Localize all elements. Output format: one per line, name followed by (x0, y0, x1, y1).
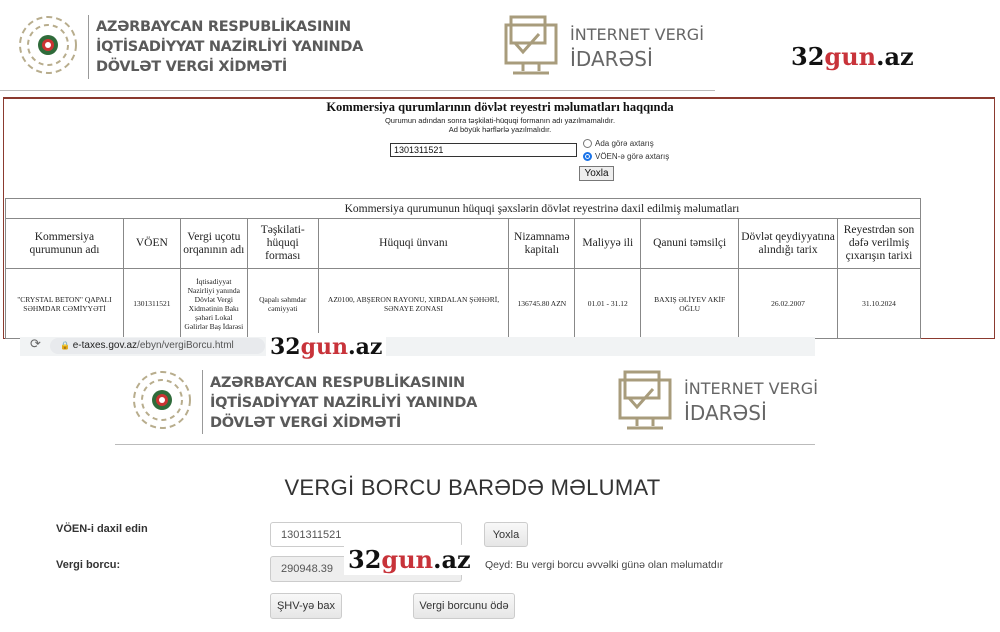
debt-title: VERGİ BORCU BARƏDƏ MƏLUMAT (284, 475, 661, 500)
cell-extract-date: 31.10.2024 (838, 269, 921, 339)
registry-check-button[interactable]: Yoxla (579, 166, 614, 181)
watermark-32gun: 32gun.az (344, 545, 475, 575)
org-name (210, 373, 477, 433)
reload-icon[interactable]: ⟳ (30, 336, 41, 351)
ivi-title (684, 377, 818, 425)
voen-label: VÖEN-i daxil edin (56, 523, 148, 535)
org-line: AZƏRBAYCAN RESPUBLİKASININ (210, 375, 465, 391)
cell-legal-form: Qapalı səhmdar cəmiyyəti (247, 269, 318, 339)
org-line: AZƏRBAYCAN RESPUBLİKASININ (96, 19, 351, 35)
column-header: Dövlət qeydiyyatına alındığı tarix (739, 219, 838, 269)
registry-table (5, 198, 921, 339)
radio-by-voen[interactable] (583, 152, 669, 161)
org-name (96, 17, 363, 77)
check-debt-button[interactable]: Yoxla (484, 522, 528, 547)
dvx-emblem-icon (131, 369, 193, 431)
header-rule (0, 90, 715, 91)
cell-representative: BAXIŞ ƏLİYEV AKİF OĞLU (641, 269, 739, 339)
debt-label: Vergi borcu: (56, 559, 121, 571)
registry-search-input[interactable]: 1301311521 (390, 143, 577, 157)
table-header-row (6, 219, 921, 269)
column-header: Hüquqi ünvanı (318, 219, 509, 269)
column-header: VÖEN (123, 219, 180, 269)
column-header: Vergi uçotu orqanının adı (180, 219, 247, 269)
monitor-check-icon (617, 370, 673, 437)
column-header: Maliyyə ili (575, 219, 641, 269)
cell-address: AZ0100, ABŞERON RAYONU, XIRDALAN ŞƏHƏRİ, SƏNAYE ZONASI (318, 269, 509, 339)
ivi-line: İNTERNET VERGİ (570, 25, 704, 44)
cell-company-name: "CRYSTAL BETON" QAPALI SƏHMDAR CƏMİYYƏTİ (6, 269, 124, 339)
lock-icon: 🔒 (60, 341, 70, 350)
dvx-emblem-icon (17, 14, 79, 76)
divider (88, 15, 89, 79)
column-header: Reyestrdən son dəfə verilmiş çıxarışın tarixi (838, 219, 921, 269)
url-path: /ebyn/vergiBorcu.html (137, 340, 234, 351)
ivi-line: İNTERNET VERGİ (684, 379, 818, 398)
org-line: İQTİSADİYYAT NAZİRLİYİ YANINDA (96, 39, 364, 55)
debt-note: Qeyd: Bu vergi borcu əvvəlki günə olan məlumatdır (485, 559, 724, 571)
org-line: DÖVLƏT VERGİ XİDMƏTİ (96, 59, 287, 75)
column-header: Nizamnamə kapitalı (509, 219, 575, 269)
column-header: Kommersiya qurumunun adı (6, 219, 124, 269)
table-caption: Kommersiya qurumunun hüquqi şəxslərin dövlət reyestrinə daxil edilmiş məlumatları (6, 199, 921, 219)
watermark-32gun: 32gun.az (266, 333, 386, 361)
pay-debt-button[interactable]: Vergi borcunu ödə (413, 593, 515, 619)
cell-registration-date: 26.02.2007 (739, 269, 838, 339)
watermark-32gun: 32gun.az (787, 42, 918, 72)
cell-fiscal-year: 01.01 - 31.12 (575, 269, 641, 339)
org-line: DÖVLƏT VERGİ XİDMƏTİ (210, 415, 401, 431)
cell-tax-office: İqtisadiyyat Nazirliyi yanında Dövlət Vergi Xidmətinin Bakı şəhəri Lokal Gəlirlər Baş İdarəsi (180, 269, 247, 339)
url-host: e-taxes.gov.az (72, 340, 138, 351)
view-shv-button[interactable]: ŞHV-yə bax (270, 593, 342, 619)
header-rule (115, 444, 815, 445)
voen-input[interactable]: 1301311521 (270, 522, 462, 547)
cell-capital: 136745.80 AZN (509, 269, 575, 339)
registry-note: Qurumun adından sonra təşkilati-hüquqi formanın adı yazılmamalıdır. (384, 116, 616, 125)
org-line: İQTİSADİYYAT NAZİRLİYİ YANINDA (210, 395, 478, 411)
radio-by-name[interactable] (583, 139, 654, 148)
registry-title: Kommersiya qurumlarının dövlət reyestri məlumatları haqqında (326, 100, 674, 114)
column-header: Təşkilati-hüquqi forması (247, 219, 318, 269)
debt-amount-field: 290948.39 (270, 556, 462, 582)
table-row (6, 269, 921, 339)
cell-voen: 1301311521 (123, 269, 180, 339)
ivi-title (570, 23, 704, 71)
radio-icon[interactable] (583, 139, 592, 148)
monitor-check-icon (503, 15, 559, 82)
address-bar[interactable] (50, 338, 265, 354)
radio-label: VÖEN-ə görə axtarış (595, 152, 670, 161)
divider (202, 370, 203, 434)
ivi-line: İDARƏSİ (684, 401, 767, 425)
registry-note: Ad böyük hərflərlə yazılmalıdır. (448, 125, 552, 134)
radio-selected-icon[interactable] (583, 152, 592, 161)
column-header: Qanuni təmsilçi (641, 219, 739, 269)
radio-label: Ada görə axtarış (595, 139, 654, 148)
ivi-line: İDARƏSİ (570, 47, 653, 71)
